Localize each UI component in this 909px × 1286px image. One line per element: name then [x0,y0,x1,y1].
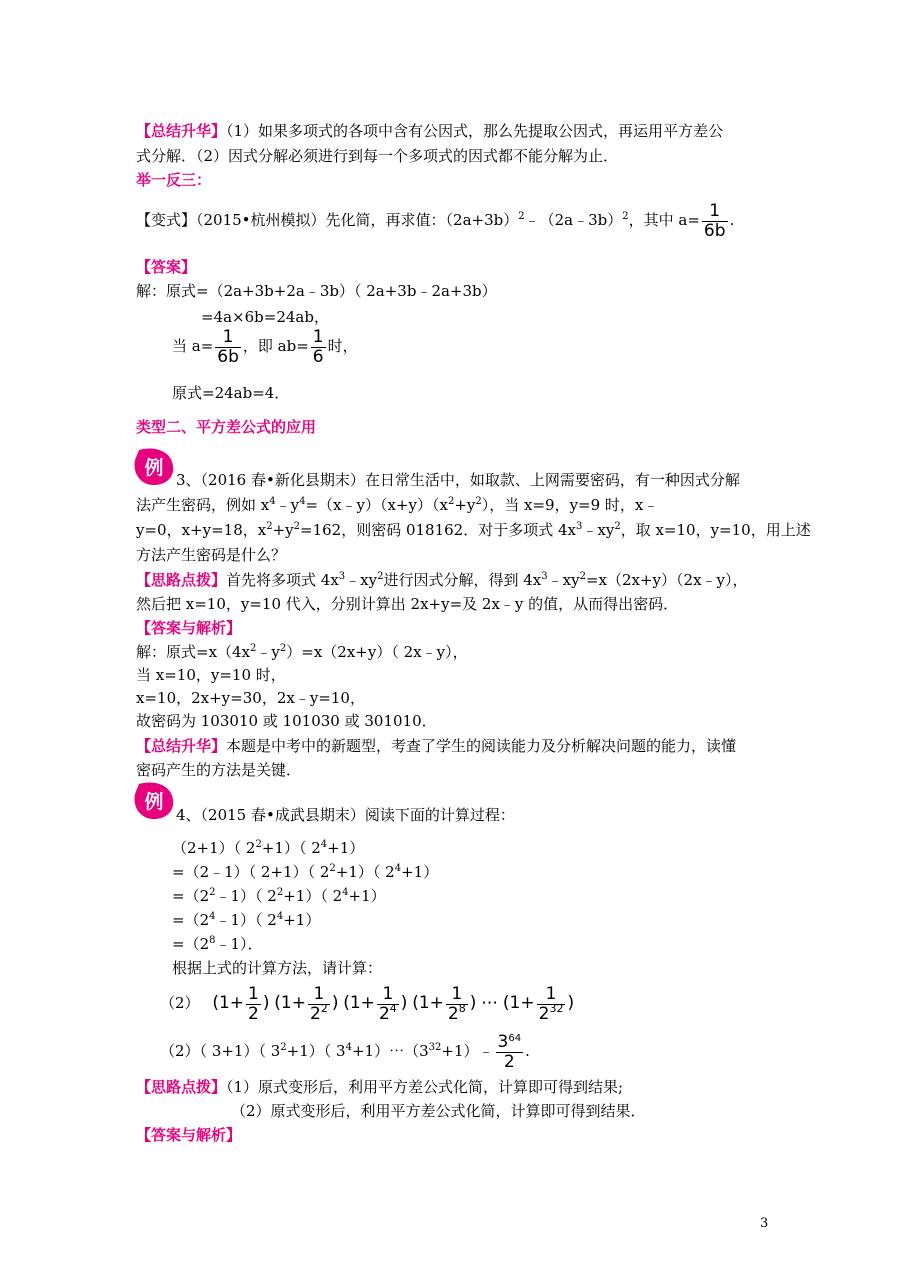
t: （2+1）（ 2 [172,839,256,857]
t: =（2 [172,887,210,905]
hint-tag: 【思路点拨】 [136,1078,227,1096]
t: =（2 [172,911,210,929]
t: +1）（ 2 [261,839,321,857]
base: 2 [538,1003,550,1024]
exponent: 3 [541,571,548,582]
t: y=0，x+y=18，x [136,521,267,539]
period: . [525,1042,530,1060]
numerator [496,1033,524,1052]
exponent: 2 [266,521,273,532]
summary3-line-1 [136,736,736,756]
summary-text-2: 式分解．（2）因式分解必须进行到每一个多项式的因式都不能分解为止． [136,147,619,165]
answer3-tag: 【答案与解析】 [136,619,242,637]
t: +1） [348,887,386,905]
example3-line-4: 方法产生密码是什么？ [136,546,287,564]
fraction [311,328,326,367]
question-label: （2） [160,994,200,1012]
t: ﹣xy [582,521,615,539]
answer-text: 时， [327,337,358,355]
t: ﹣xy [547,571,580,589]
exponent: 2 [255,839,262,850]
question-1 [160,977,574,1029]
exponent: 2 [329,863,336,874]
denominator [308,1001,330,1024]
exponent: 2 [250,643,257,654]
exponent: 4 [276,911,284,922]
exponent: 4 [389,1001,397,1015]
t: +y [272,521,294,539]
example-badge-icon [133,780,177,824]
numerator: 1 [313,983,325,1004]
exponent: 2 [475,496,482,507]
summary-text-1: （1）如果多项式的各项中含有公因式，那么先提取公因式，再运用平方差公 [226,122,724,140]
answer3-line-2: 当 x=10，y=10 时， [136,666,286,684]
example3-line-3 [136,520,811,540]
example3-line-2 [136,495,658,515]
exponent: 8 [209,935,216,946]
fraction [308,985,330,1024]
fraction [702,202,728,241]
t: ﹣y [275,496,300,514]
hint-tag: 【思路点拨】 [136,571,227,589]
denominator [377,1001,399,1024]
question-2 [160,1031,530,1072]
t: ，取 x=10，y=10，用上述 [620,521,811,539]
t: 首先将多项式 4x [226,571,339,589]
numerator: 1 [545,983,557,1004]
answer3-line-3: x=10，2x+y=30，2x﹣y=10， [136,689,365,707]
hint4-line-1 [136,1077,623,1097]
t: +y [454,496,476,514]
denominator: 6 [312,346,324,367]
ellipsis: ⋯ [481,993,499,1013]
exponent: 2 [622,211,629,222]
t: =（x﹣y）（x+y）（x [305,496,448,514]
calc-row-3 [172,886,386,906]
exponent: 4 [209,911,216,922]
exponent: 32 [428,1042,442,1053]
t: =（2 [172,935,210,953]
denominator [246,1004,261,1024]
summary-line-2 [136,146,618,166]
section-heading: 类型二、平方差公式的应用 [136,418,317,436]
exponent: 2 [320,1001,328,1015]
calc-row-1 [172,838,364,858]
t: +1）（ 3 [286,1042,346,1060]
answer3-line-1 [136,642,468,662]
exponent: 2 [579,571,586,582]
calc-row-2 [172,862,438,882]
t: 解：原式=x（4x [136,643,251,661]
denominator [446,1001,468,1024]
paren: ) [469,993,477,1013]
variant-text: 【变式】（2015•杭州模拟）先化简，再求值：（2a+3b） [136,211,519,229]
numerator: 1 [382,983,394,1004]
exponent: 4 [269,496,276,507]
exponent: 3 [576,521,583,532]
summary-line-1 [136,121,723,141]
exponent: 2 [279,643,287,654]
base: 3 [497,1031,509,1052]
t: 进行因式分解，得到 4x [383,571,542,589]
denominator: 6b [703,220,726,241]
badge-label: 例 [144,457,164,479]
t: 法产生密码，例如 x [136,496,270,514]
fraction [377,985,399,1024]
t: +1） [401,863,439,881]
t: =x（2x+y）（2x﹣y）， [585,571,748,589]
summary-tag: 【总结升华】 [136,122,227,140]
example3-line-1: 3、（2016 春•新化县期末）在日常生活中，如取款、上网需要密码，有一种因式分解 [176,471,740,489]
answer-line-2: =4a×6b=24ab， [201,308,329,326]
practice-heading: 举一反三： [136,171,212,189]
instruction: 根据上式的计算方法，请计算： [172,959,383,977]
fraction [496,1033,524,1072]
answer-line-1: 解：原式=（2a+3b+2a﹣3b）（ 2a+3b﹣2a+3b） [136,282,497,300]
answer-line-4: 原式=24ab=4． [172,384,290,402]
variant-mid: ﹣（2a﹣3b） [524,211,623,229]
exponent: 4 [320,839,328,850]
base: 2 [378,1003,390,1024]
t: ﹣xy [345,571,378,589]
numerator: 1 [248,983,259,1004]
t: +1）⋯（3 [351,1042,429,1060]
t: 本题是中考中的新题型，考查了学生的阅读能力及分析解决问题的能力，读懂 [226,737,737,755]
question-label: （2） [160,1042,200,1060]
hint3-line-1 [136,570,748,590]
exponent: 4 [345,1042,352,1053]
exponent: 2 [280,1042,287,1053]
paren: (1+ [343,993,375,1013]
exponent: 3 [338,571,346,582]
exponent: 2 [293,521,300,532]
answer-tag: 【答案】 [136,258,197,276]
fraction [537,985,566,1024]
exponent: 4 [394,863,402,874]
t: ﹣1）（ 2 [215,911,277,929]
exponent: 4 [342,887,349,898]
exponent: 2 [377,571,384,582]
t: +1） [327,839,365,857]
t: ﹣y [256,643,280,661]
paren: (1+ [274,993,306,1013]
hint4-line-2: （2）原式变形后，利用平方差公式化简，计算即可得到结果． [231,1102,646,1120]
calc-row-5 [172,934,263,954]
base: 2 [447,1003,459,1024]
answer-line-3 [172,326,358,367]
paren: ) [400,993,408,1013]
paren: (1+ [212,993,245,1013]
paren: (1+ [502,993,535,1013]
paren: ) [262,993,270,1013]
variant-tail: ，其中 a= [628,211,700,229]
answer-text: 当 a= [172,337,214,355]
t: ）=x（2x+y）（ 2x﹣y）， [286,643,468,661]
variant-problem [136,200,734,241]
answer-text: ，即 ab= [242,337,309,355]
exponent: 32 [549,1001,564,1015]
exponent: 2 [276,887,284,898]
denominator [537,1001,566,1024]
fraction [246,985,261,1024]
t: ﹣1）． [215,935,263,953]
t: +1）（ 2 [335,863,395,881]
exponent: 2 [518,211,525,222]
exponent: 4 [299,496,306,507]
calc-row-4 [172,910,320,930]
paren: (1+ [412,993,444,1013]
answer3-line-4: 故密码为 103010 或 101030 或 301010． [136,712,437,730]
t: （ 3+1）（ 3 [199,1042,281,1060]
t: +1）（ 2 [283,887,343,905]
numerator: 1 [709,200,721,221]
numerator: 1 [312,326,324,347]
t: ），当 x=9，y=9 时，x﹣ [481,496,659,514]
t: =（2﹣1）（ 2+1）（ 2 [172,863,330,881]
exponent: 2 [209,887,216,898]
summary-tag: 【总结升华】 [136,737,227,755]
denominator: 6b [217,346,239,367]
base: 2 [248,1003,259,1024]
hint3-line-2: 然后把 x=10，y=10 代入，分别计算出 2x+y=及 2x﹣y 的值，从而得出密码． [136,595,679,613]
paren: ) [567,993,575,1013]
t: ﹣1）（ 2 [215,887,277,905]
exponent: 64 [508,1032,522,1044]
page-number: 3 [760,1216,769,1231]
exponent: 2 [447,496,455,507]
numerator: 1 [222,326,234,347]
denominator: 2 [496,1052,524,1072]
exponent: 8 [458,1001,466,1015]
example-badge-icon [133,446,177,490]
fraction [215,328,241,367]
base: 2 [309,1003,321,1024]
t: =162，则密码 018162．对于多项式 4x [300,521,576,539]
answer4-tag: 【答案与解析】 [136,1126,242,1144]
fraction [446,985,468,1024]
t: +1）﹣ [441,1042,494,1060]
summary3-line-2: 密码产生的方法是关键． [136,761,302,779]
t: +1） [283,911,321,929]
period: . [729,211,735,229]
example4-title: 4、（2015 春•成武县期末）阅读下面的计算过程： [176,806,515,824]
badge-label: 例 [144,791,164,813]
exponent: 2 [614,521,621,532]
t: （1）原式变形后，利用平方差公式化简，计算即可得到结果; [226,1078,624,1096]
paren: ) [331,993,339,1013]
numerator: 1 [451,983,463,1004]
